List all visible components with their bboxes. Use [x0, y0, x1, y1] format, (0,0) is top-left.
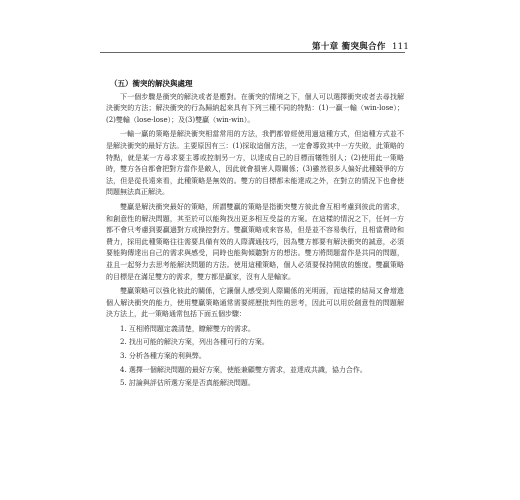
steps-list	[106, 324, 404, 390]
running-header	[312, 40, 409, 52]
paragraph: 下一個步驟是衝突的解決或者是應對。在衝突的情境之下，個人可以選擇衝突或者去尋找解決衝突的方法；解決衝突的行為歸納起來具有下列三種不同的特點：(1)一贏一輸（win-lose）；(2)雙輸（lose-lose）；及(3)雙贏（win-win）。	[106, 92, 404, 124]
list-item: 4. 選擇一個解決問題的最好方案，使能兼顧雙方需求，並達成共識，協力合作。	[120, 365, 367, 374]
section-title: （五）衝突的解決與處理	[110, 79, 193, 88]
chapter-title: 第十章 衝突與合作	[312, 42, 386, 52]
list-item: 1. 互相將問題定義清楚，瞭解雙方的需求。	[120, 324, 255, 333]
paragraph: 雙贏策略可以強化彼此的關係，它讓個人感受到人際關係的光明面，而這樣的結局又會增進個人解決衝突的能力，使用雙贏策略通常需要經歷批判性的思考，因此可以用於創意性的問題解決方法上，此一策略通常包括下面五個步驟：	[106, 287, 404, 319]
page-number: 111	[391, 42, 410, 52]
header-rule	[100, 52, 405, 53]
page-body	[106, 78, 404, 392]
list-item: 2. 找出可能的解決方案，列出各種可行的方案。	[120, 338, 269, 347]
list-item: 3. 分析各種方案的利與弊。	[120, 352, 206, 361]
paragraph: 雙贏是解決衝突最好的策略，所謂雙贏的策略是指衝突雙方彼此會互相考慮到彼此的需求，和創意性的解決問題，其至於可以能夠找出更多相互受益的方案。在這樣的情況之下，任何一方都不會只考慮到要贏過對方或操控對方。雙贏策略或來容易，但是並不容易執行，且相當費時和費力，採用此種策略往往需要具備有效的人際溝通技巧，因為雙方都要有解決衝突的誠意，必須要能夠傳達出自己的需求與感受，同時也能夠傾聽對方的想法。雙方將問題當作是共同的問題，並且一起努力去思考能解決問題的方法。使用這種策略，個人必須要保持開放的態度。雙贏策略的目標是在滿足雙方的需求，雙方都是贏家，沒有人是輸家。	[106, 202, 404, 281]
paragraph: 一輸一贏的策略是解決衝突相當常用的方法，我們都曾經使用過這種方式，但這種方式並不是解決衝突的最好方法。主要原因有三：(1)採取這個方法，一定會導致其中一方失敗，此策略的特點，就是某一方尋求要主導或控制另一方，以達成自己的目標而犧牲別人；(2)使用此一策略時，雙方各自都會把對方當作是敵人，因此就會損害人際關係；(3)雖然很多人偏好此種競爭的方法，但是從長遠來看，此種策略是無效的。雙方的目標都未能達成之外，在對立的情況下也會使問題無法真正解決。	[106, 130, 404, 197]
list-item: 5. 討論與評估所選方案是否真能解決問題。	[120, 379, 255, 388]
